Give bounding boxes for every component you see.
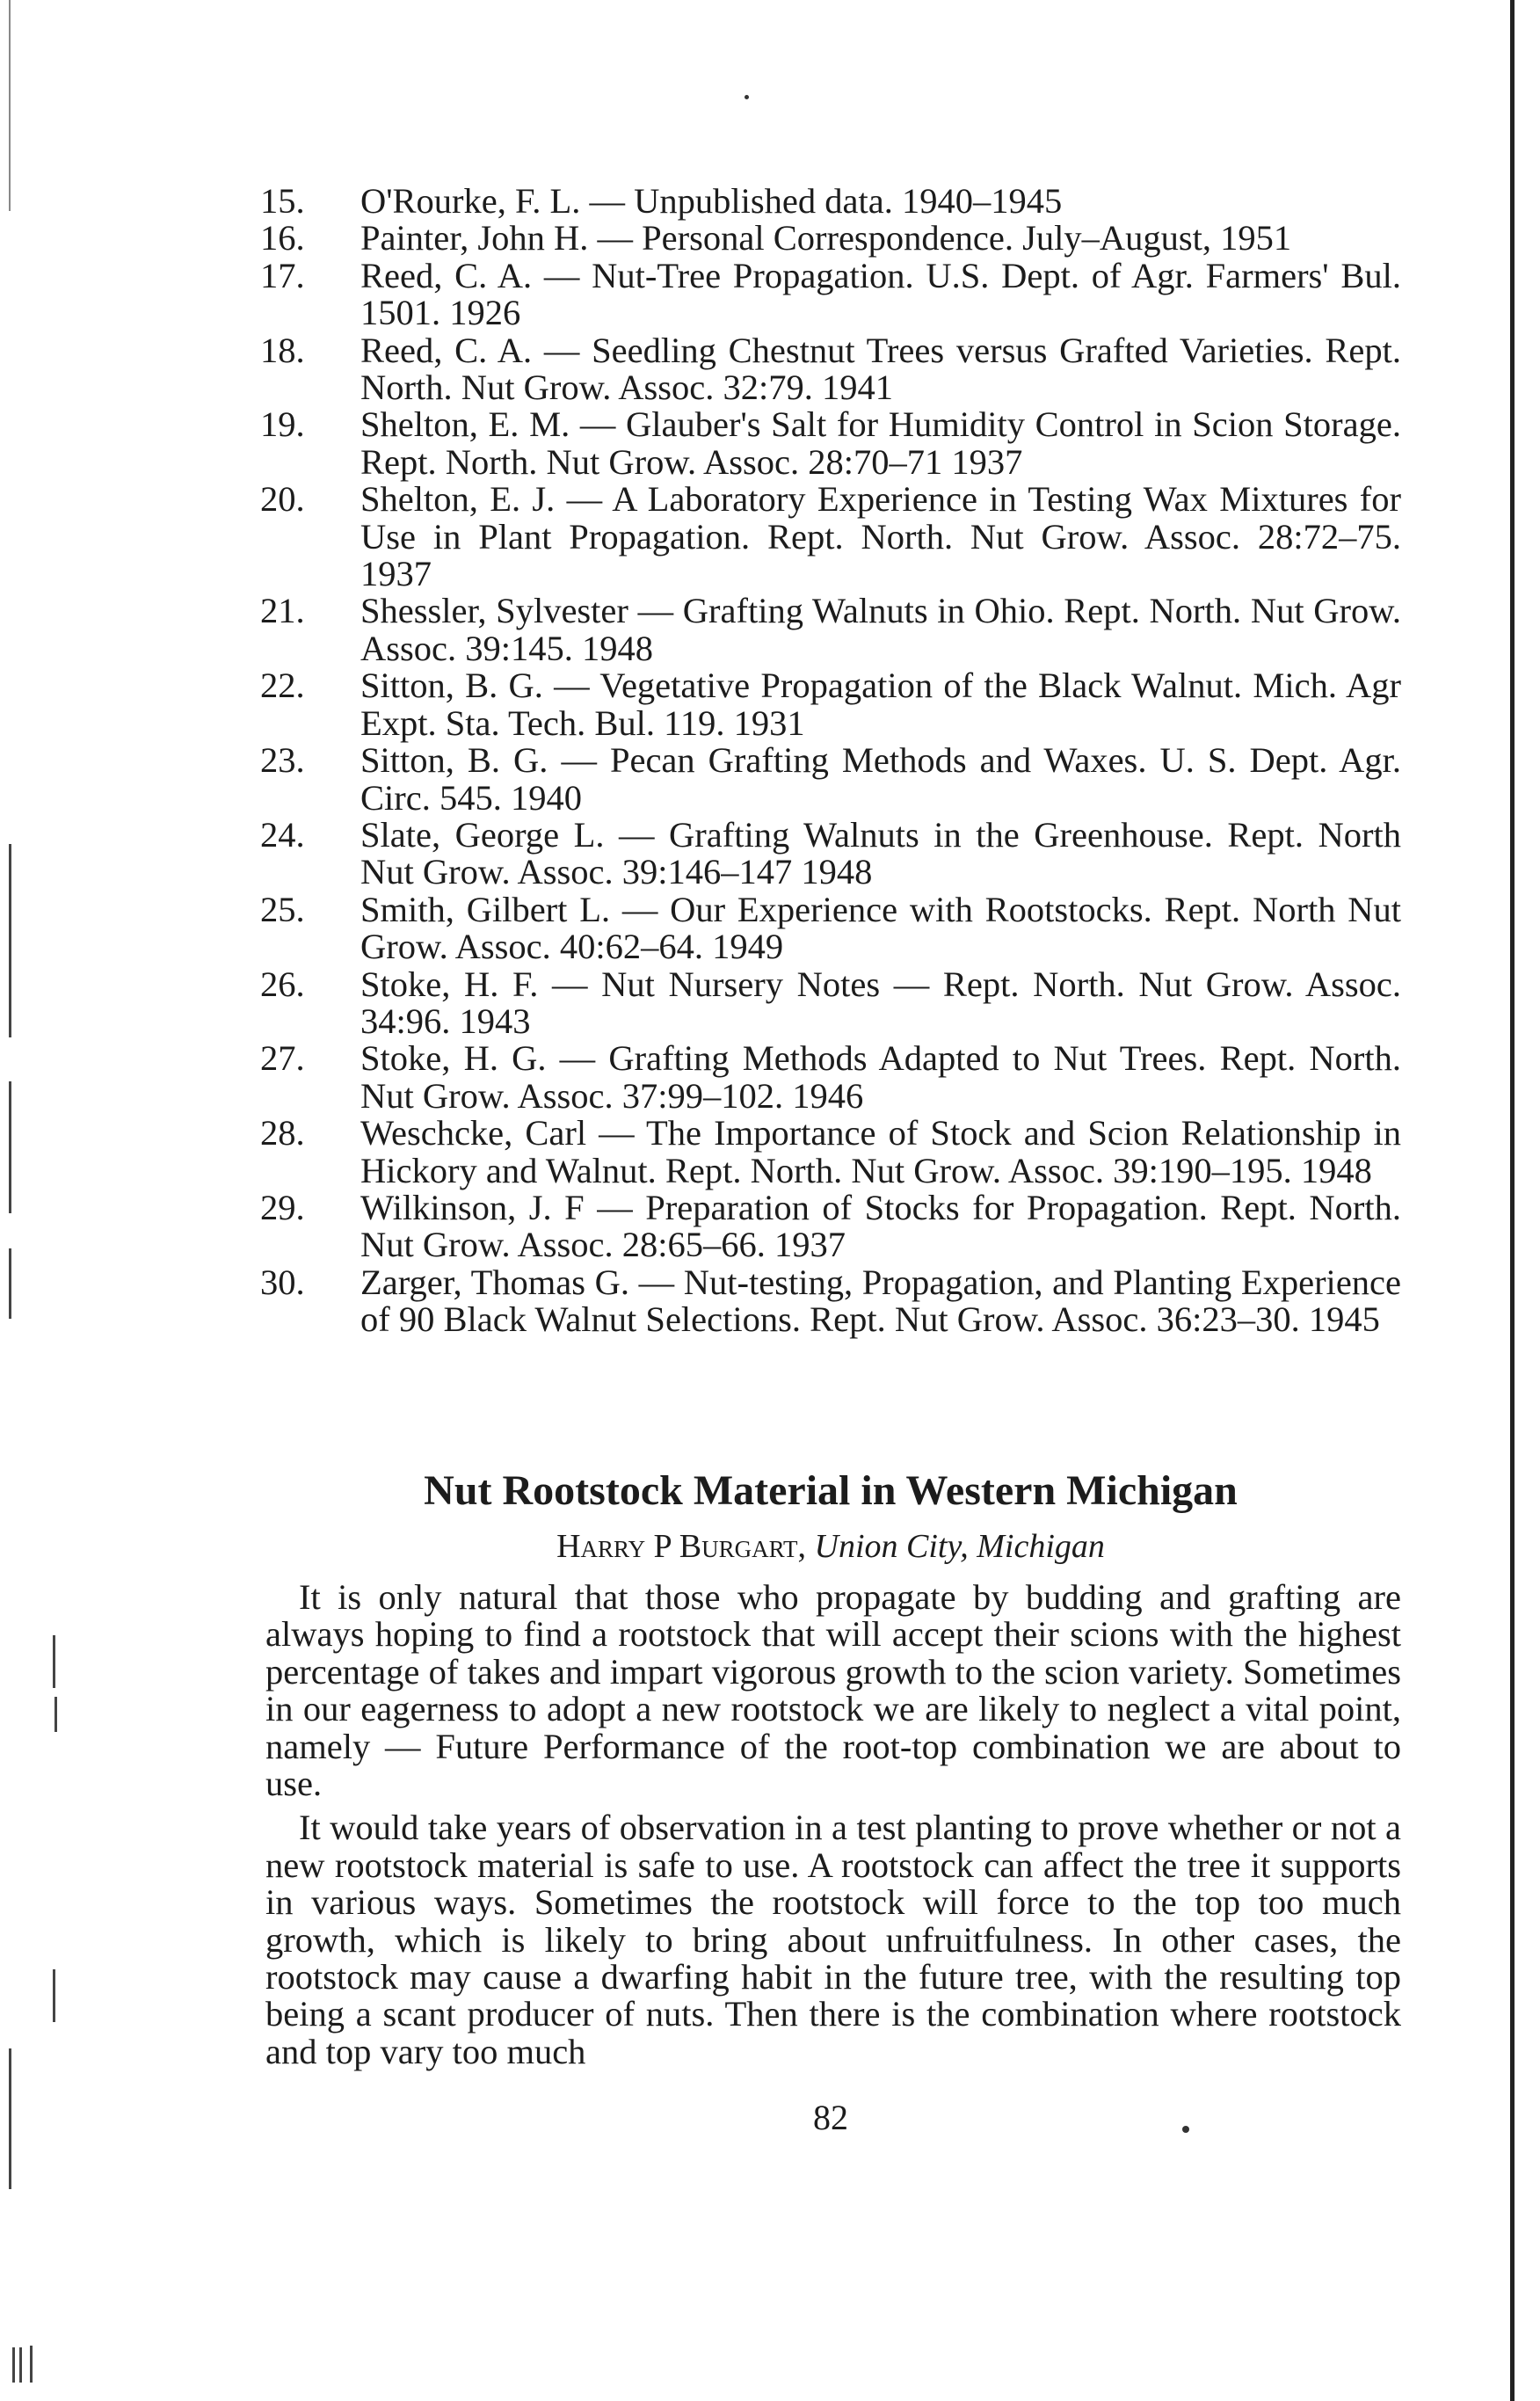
- reference-text: Shessler, Sylvester — Grafting Walnuts in Ohio. Rept. North. Nut Grow. Assoc. 39:145. 1948: [360, 591, 1401, 668]
- scan-margin-mark: [53, 1635, 55, 1688]
- reference-number: 15.: [260, 181, 305, 221]
- scan-margin-mark: [54, 1697, 57, 1732]
- reference-list: [260, 183, 1401, 1339]
- body-paragraph: It is only natural that those who propagate by budding and grafting are always hoping to find a rootstock that will accept their scions with the highest percentage of takes and impart vigorous growth to the scion variety. Sometimes in our eagerness to adopt a new rootstock we are likely to neglect a vital point, namely — Future Performance of the root-top combination we are about to use.: [265, 1577, 1401, 1804]
- reference-number: 16.: [260, 218, 305, 258]
- reference-text: Reed, C. A. — Nut-Tree Propagation. U.S. Dept. of Agr. Farmers' Bul. 1501. 1926: [360, 255, 1401, 333]
- body-paragraph: It would take years of observation in a test planting to prove whether or not a new rootstock material is safe to use. A rootstock can affect the tree it supports in various ways. Sometimes the rootstock will force to the top too much growth, which is likely to bring about unfruitfulness. In other cases, the rootstock may cause a dwarfing habit in the future tree, with the resulting top being a scant producer of nuts. Then there is the combination where rootstock and top vary too much: [265, 1808, 1401, 2071]
- reference-number: 21.: [260, 591, 305, 631]
- author-location: Union City, Michigan: [814, 1528, 1105, 1565]
- reference-text: Weschcke, Carl — The Importance of Stock and Scion Relationship in Hickory and Walnut. Rept. North. Nut Grow. Assoc. 39:190–195. 1948: [360, 1113, 1401, 1190]
- reference-number: 17.: [260, 255, 305, 295]
- scan-margin-mark: [53, 1969, 55, 2022]
- scan-margin-mark: [30, 2346, 33, 2383]
- reference-item: [260, 891, 1401, 966]
- scan-speck: [745, 95, 749, 99]
- reference-item: [260, 667, 1401, 742]
- reference-item: [260, 332, 1401, 407]
- reference-item: [260, 1040, 1401, 1115]
- reference-number: 30.: [260, 1262, 305, 1302]
- reference-item: [260, 220, 1401, 257]
- reference-text: Shelton, E. M. — Glauber's Salt for Humidity Control in Scion Storage. Rept. North. Nut Grow. Assoc. 28:70–71 1937: [360, 404, 1401, 482]
- scan-margin-mark: [9, 1248, 11, 1319]
- reference-text: Sitton, B. G. — Pecan Grafting Methods and Waxes. U. S. Dept. Agr. Circ. 545. 1940: [360, 740, 1401, 818]
- reference-text: Zarger, Thomas G. — Nut-testing, Propagation, and Planting Experience of 90 Black Walnut Selections. Rept. Nut Grow. Assoc. 36:23–30. 1945: [360, 1262, 1401, 1340]
- reference-text: Shelton, E. J. — A Laboratory Experience in Testing Wax Mixtures for Use in Plant Propagation. Rept. North. Nut Grow. Assoc. 28:72–75. 1937: [360, 479, 1401, 594]
- reference-number: 25.: [260, 889, 305, 929]
- reference-number: 20.: [260, 479, 305, 520]
- page-number: 82: [813, 2098, 848, 2137]
- article-byline: [260, 1526, 1401, 1567]
- scan-margin-mark: [9, 1081, 11, 1213]
- reference-number: 27.: [260, 1038, 305, 1079]
- reference-number: 22.: [260, 666, 305, 706]
- scan-margin-mark: [12, 2347, 15, 2383]
- scan-margin-mark: [19, 2347, 22, 2383]
- author-name: Harry P Burgart,: [556, 1528, 807, 1565]
- reference-item: [260, 406, 1401, 481]
- reference-item: [260, 481, 1401, 593]
- reference-text: O'Rourke, F. L. — Unpublished data. 1940–1945: [360, 181, 1063, 221]
- reference-item: [260, 966, 1401, 1041]
- reference-text: Wilkinson, J. F — Preparation of Stocks for Propagation. Rept. North. Nut Grow. Assoc. 28:65–66. 1937: [360, 1187, 1401, 1265]
- reference-text: Slate, George L. — Grafting Walnuts in the Greenhouse. Rept. North Nut Grow. Assoc. 39:146–147 1948: [360, 814, 1401, 892]
- reference-item: [260, 593, 1401, 667]
- reference-item: [260, 1264, 1401, 1339]
- scan-edge-line: [1510, 0, 1515, 2401]
- reference-item: [260, 814, 1401, 892]
- reference-item: [260, 255, 1401, 333]
- reference-number: 29.: [260, 1187, 305, 1227]
- article-body: [265, 1579, 1401, 2077]
- reference-number: 18.: [260, 330, 305, 370]
- article-title: Nut Rootstock Material in Western Michigan: [424, 1467, 1238, 1514]
- reference-text: Sitton, B. G. — Vegetative Propagation of the Black Walnut. Mich. Agr Expt. Sta. Tech. Bul. 119. 1931: [360, 666, 1401, 743]
- reference-item: [260, 1187, 1401, 1265]
- reference-item: [260, 742, 1401, 817]
- reference-item: [260, 1115, 1401, 1190]
- reference-text: Stoke, H. G. — Grafting Methods Adapted to Nut Trees. Rept. North. Nut Grow. Assoc. 37:99–102. 1946: [360, 1038, 1401, 1116]
- reference-text: Smith, Gilbert L. — Our Experience with Rootstocks. Rept. North Nut Grow. Assoc. 40:62–64. 1949: [360, 889, 1401, 967]
- reference-number: 23.: [260, 740, 305, 781]
- reference-text: Painter, John H. — Personal Correspondence. July–August, 1951: [360, 218, 1292, 258]
- reference-number: 28.: [260, 1113, 305, 1153]
- reference-number: 26.: [260, 964, 305, 1004]
- scan-margin-mark: [9, 0, 11, 211]
- scan-margin-mark: [9, 844, 11, 1037]
- reference-number: 24.: [260, 814, 305, 855]
- reference-text: Stoke, H. F. — Nut Nursery Notes — Rept. North. Nut Grow. Assoc. 34:96. 1943: [360, 964, 1401, 1041]
- reference-number: 19.: [260, 404, 305, 445]
- reference-item: [260, 183, 1401, 220]
- reference-text: Reed, C. A. — Seedling Chestnut Trees versus Grafted Varieties. Rept. North. Nut Grow. Assoc. 32:79. 1941: [360, 330, 1401, 408]
